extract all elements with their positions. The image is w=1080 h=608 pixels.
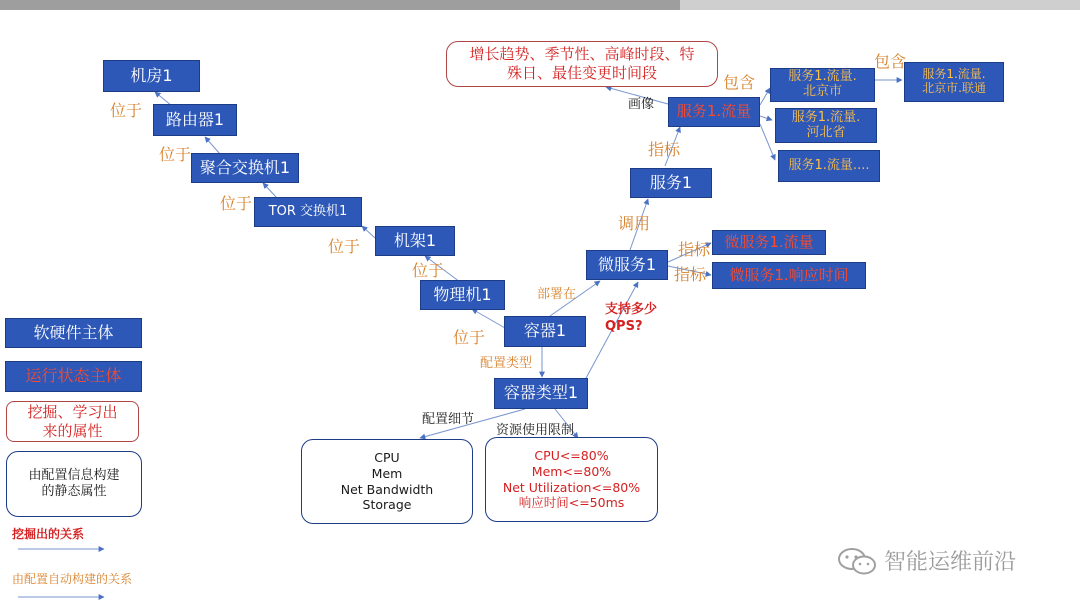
config-net: Net Bandwidth [340,481,434,497]
node-wf-xiangying[interactable]: 微服务1.响应时间 [712,262,866,289]
node-hb-line1: 服务1.流量. [791,109,861,125]
node-luyouqi[interactable]: 路由器1 [153,104,237,136]
edge-label-bushuzai: 部署在 [537,287,577,302]
node-jijia[interactable]: 机架1 [375,226,455,256]
node-bjlt-line1: 服务1.流量. [922,67,986,82]
node-hb-line2: 河北省 [806,124,846,140]
edge-liuliang-etc [760,124,775,160]
node-bjlt-line2: 北京市.联通 [922,81,986,95]
watermark-text: 智能运维前沿 [884,550,1017,575]
config-mem: Mem [371,465,403,481]
config-detail-box[interactable] [301,439,473,524]
node-wuliji[interactable]: 物理机1 [420,280,505,310]
legend-mined-attr [6,401,139,442]
node-fuwu-liuliang[interactable]: 服务1.流量 [668,97,760,127]
legend-auto-relation: 由配置自动构建的关系 [12,572,133,586]
attribute-profile-box[interactable] [446,41,718,87]
legend-mined-attr-line2: 来的属性 [42,421,103,440]
edge-label-peizhixijie: 配置细节 [422,412,475,427]
node-bj-lt[interactable] [904,62,1004,102]
edge-label-weiyu-6: 位于 [453,328,486,347]
config-storage: Storage [362,497,412,513]
limit-net: Net Utilization<=80% [502,479,641,495]
limit-cpu: CPU<=80% [534,448,609,464]
edge-liuliang-bj [760,88,770,105]
edge-label-peizhileixing: 配置类型 [480,356,533,371]
node-rongqileixing[interactable]: 容器类型1 [494,378,588,409]
qps-line1: 支持多少 [605,302,658,317]
edge-label-baohan-1: 包含 [723,73,756,92]
node-fuwu[interactable]: 服务1 [630,168,712,198]
edge-jijia-tor [362,226,375,238]
node-bj-line1: 服务1.流量. [788,69,857,85]
node-juhe[interactable]: 聚合交换机1 [191,153,299,183]
attribute-profile-line2: 殊日、最佳变更时间段 [506,64,657,82]
node-tor[interactable]: TOR 交换机1 [254,197,362,227]
edge-label-weiyu-1: 位于 [110,101,143,120]
node-rongqi[interactable]: 容器1 [504,316,586,347]
legend-static-attr [6,451,142,517]
node-weifuwu[interactable]: 微服务1 [586,250,668,280]
limit-latency: 响应时间<=50ms [518,495,625,511]
legend-static-attr-line1: 由配置信息构建 [28,467,120,483]
legend-hw-entity: 软硬件主体 [5,318,142,348]
edge-label-weiyu-3: 位于 [220,194,253,213]
qps-line2: QPS? [605,318,643,334]
legend-mined-relation: 挖掘出的关系 [12,527,85,541]
wechat-icon [836,546,880,576]
resource-limit-box[interactable] [485,437,658,522]
edge-label-huaxiang: 画像 [628,97,655,112]
node-etc[interactable]: 服务1.流量.... [778,150,880,182]
legend-mined-attr-line1: 挖掘、学习出 [27,402,118,421]
limit-mem: Mem<=80% [531,463,612,479]
legend-runtime-entity: 运行状态主体 [5,361,142,392]
node-wf-liuliang[interactable]: 微服务1.流量 [712,230,826,255]
node-hb[interactable] [775,108,877,143]
config-cpu: CPU [374,450,400,466]
edge-juhe-luyouqi [205,137,220,154]
edge-liuliang-hb [760,116,772,120]
attribute-profile-line1: 增长趋势、季节性、高峰时段、特 [469,45,695,64]
watermark [836,545,1016,576]
edge-label-zhibiao-2: 指标 [678,240,711,259]
edge-label-qps [605,302,657,336]
edge-label-diaoyong: 调用 [618,214,651,233]
node-bj-line2: 北京市 [802,84,842,99]
edge-label-weiyu-2: 位于 [159,145,192,164]
node-bj[interactable] [770,68,875,102]
edge-label-weiyu-4: 位于 [328,237,361,256]
edge-label-zhibiao-1: 指标 [648,140,681,159]
legend-static-attr-line2: 的静态属性 [41,484,107,499]
edge-tor-juhe [263,183,276,197]
edge-label-zhibiao-3: 指标 [674,265,707,284]
edge-label-weiyu-5: 位于 [412,261,445,280]
edge-label-ziyuan: 资源使用限制 [496,423,575,438]
edge-label-baohan-2: 包含 [874,52,907,71]
node-jifang[interactable]: 机房1 [103,60,200,92]
